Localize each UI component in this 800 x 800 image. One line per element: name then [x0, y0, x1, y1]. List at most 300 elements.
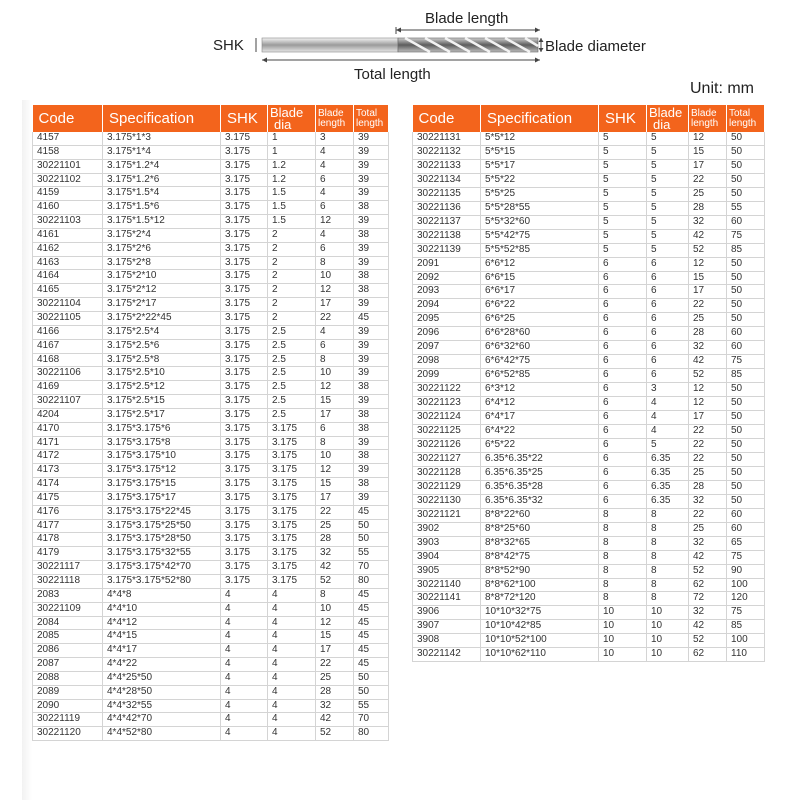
- code-cell: 2092: [413, 271, 481, 285]
- blade-length-cell: 52: [689, 634, 727, 648]
- code-cell: 2085: [33, 630, 103, 644]
- shk-cell: 3.175: [221, 325, 268, 339]
- table-row: [413, 480, 765, 494]
- header-blade-dia: [268, 105, 316, 132]
- total-length-cell: 45: [354, 588, 389, 602]
- blade-dia-cell: 6: [647, 299, 689, 313]
- blade-length-cell: 52: [316, 575, 354, 589]
- specification-cell: 10*10*62*110: [481, 648, 599, 662]
- table-row: [33, 339, 389, 353]
- specification-cell: 4*4*15: [103, 630, 221, 644]
- blade-dia-cell: 4: [268, 713, 316, 727]
- code-cell: 2097: [413, 341, 481, 355]
- specification-cell: 5*5*12: [481, 132, 599, 145]
- blade-dia-cell: 6: [647, 271, 689, 285]
- specification-cell: 8*8*42*75: [481, 550, 599, 564]
- shk-cell: 4: [221, 671, 268, 685]
- total-length-cell: 39: [354, 353, 389, 367]
- code-cell: 4174: [33, 478, 103, 492]
- blade-dia-cell: 3: [647, 383, 689, 397]
- blade-length-cell: 4: [316, 145, 354, 159]
- blade-dia-cell: 8: [647, 578, 689, 592]
- blade-dia-cell: 10: [647, 634, 689, 648]
- blade-length-cell: 12: [316, 616, 354, 630]
- shk-cell: 8: [599, 508, 647, 522]
- total-length-cell: 39: [354, 491, 389, 505]
- table-row: [413, 313, 765, 327]
- total-length-cell: 50: [727, 452, 765, 466]
- code-cell: 4169: [33, 381, 103, 395]
- blade-diameter-label: Blade diameter: [545, 38, 646, 55]
- specification-cell: 6*6*52*85: [481, 369, 599, 383]
- code-cell: 4173: [33, 464, 103, 478]
- blade-dia-cell: 1.5: [268, 187, 316, 201]
- shk-cell: 3.175: [221, 145, 268, 159]
- shk-cell: 3.175: [221, 408, 268, 422]
- total-length-cell: 38: [354, 381, 389, 395]
- header-blade-length-line2: length: [318, 117, 346, 129]
- specification-cell: 5*5*32*60: [481, 215, 599, 229]
- blade-dia-cell: 4: [647, 397, 689, 411]
- code-cell: 30221127: [413, 452, 481, 466]
- code-cell: 4161: [33, 228, 103, 242]
- blade-dia-cell: 3.175: [268, 464, 316, 478]
- blade-dia-cell: 5: [647, 145, 689, 159]
- table-row: [33, 602, 389, 616]
- blade-length-cell: 12: [316, 215, 354, 229]
- blade-length-cell: 32: [316, 547, 354, 561]
- blade-length-cell: 22: [316, 311, 354, 325]
- blade-dia-cell: 5: [647, 438, 689, 452]
- table-row: [33, 422, 389, 436]
- blade-dia-cell: 3.175: [268, 547, 316, 561]
- blade-length-cell: 52: [689, 243, 727, 257]
- table-row: [413, 550, 765, 564]
- total-length-cell: 50: [727, 187, 765, 201]
- shk-cell: 3.175: [221, 505, 268, 519]
- code-cell: 30221117: [33, 561, 103, 575]
- blade-length-cell: 32: [689, 341, 727, 355]
- blade-length-cell: 15: [316, 395, 354, 409]
- page-edge-shadow: [22, 100, 32, 800]
- code-cell: 2091: [413, 257, 481, 271]
- table-row: [33, 367, 389, 381]
- blade-dia-cell: 6.35: [647, 480, 689, 494]
- total-length-cell: 38: [354, 270, 389, 284]
- total-length-cell: 65: [727, 536, 765, 550]
- blade-length-cell: 4: [316, 187, 354, 201]
- table-row: [33, 381, 389, 395]
- blade-dia-cell: 2: [268, 270, 316, 284]
- total-length-cell: 80: [354, 575, 389, 589]
- shk-cell: 3.175: [221, 464, 268, 478]
- table-row: [33, 298, 389, 312]
- blade-length-cell: 42: [689, 355, 727, 369]
- total-length-cell: 50: [727, 425, 765, 439]
- specification-cell: 3.175*2*4: [103, 228, 221, 242]
- shk-cell: 8: [599, 564, 647, 578]
- total-length-cell: 39: [354, 159, 389, 173]
- total-length-cell: 80: [354, 727, 389, 741]
- spec-table-left-body: [33, 132, 389, 741]
- blade-dia-cell: 6: [647, 313, 689, 327]
- table-row: [413, 425, 765, 439]
- code-cell: 30221130: [413, 494, 481, 508]
- code-cell: 2083: [33, 588, 103, 602]
- specification-cell: 6*6*15: [481, 271, 599, 285]
- unit-label: Unit: mm: [690, 80, 754, 97]
- table-row: [33, 464, 389, 478]
- total-length-cell: 39: [354, 145, 389, 159]
- shk-cell: 3.175: [221, 547, 268, 561]
- blade-length-cell: 42: [689, 550, 727, 564]
- table-row: [413, 355, 765, 369]
- shk-cell: 6: [599, 397, 647, 411]
- total-length-cell: 55: [354, 547, 389, 561]
- total-length-cell: 50: [727, 173, 765, 187]
- table-row: [33, 491, 389, 505]
- code-cell: 3907: [413, 620, 481, 634]
- specification-cell: 3.175*1.5*12: [103, 215, 221, 229]
- specification-cell: 3.175*2*17: [103, 298, 221, 312]
- specification-cell: 6*6*32*60: [481, 341, 599, 355]
- shk-cell: 5: [599, 132, 647, 145]
- drill-bit-diagram: [0, 0, 800, 100]
- total-length-cell: 38: [354, 228, 389, 242]
- table-row: [413, 173, 765, 187]
- total-length-cell: 50: [354, 519, 389, 533]
- blade-dia-cell: 8: [647, 592, 689, 606]
- blade-length-cell: 6: [316, 201, 354, 215]
- shk-cell: 5: [599, 229, 647, 243]
- shk-cell: 6: [599, 480, 647, 494]
- total-length-cell: 38: [354, 450, 389, 464]
- blade-dia-cell: 3.175: [268, 436, 316, 450]
- specification-cell: 3.175*3.175*8: [103, 436, 221, 450]
- shk-cell: 3.175: [221, 201, 268, 215]
- total-length-cell: 39: [354, 395, 389, 409]
- table-row: [33, 145, 389, 159]
- shk-cell: 4: [221, 727, 268, 741]
- blade-dia-cell: 2: [268, 298, 316, 312]
- table-row: [33, 505, 389, 519]
- spec-table-right: [412, 105, 765, 662]
- table-row: [413, 578, 765, 592]
- code-cell: 30221129: [413, 480, 481, 494]
- blade-dia-cell: 10: [647, 648, 689, 662]
- code-cell: 30221135: [413, 187, 481, 201]
- shk-cell: 6: [599, 369, 647, 383]
- specification-cell: 3.175*3.175*17: [103, 491, 221, 505]
- table-row: [33, 187, 389, 201]
- header-shk: SHK: [599, 105, 647, 132]
- header-blade-length: [689, 105, 727, 132]
- specification-cell: 3.175*2*8: [103, 256, 221, 270]
- code-cell: 30221142: [413, 648, 481, 662]
- blade-dia-cell: 3.175: [268, 533, 316, 547]
- table-row: [413, 383, 765, 397]
- shk-cell: 3.175: [221, 422, 268, 436]
- specification-cell: 6*4*17: [481, 411, 599, 425]
- code-cell: 30221119: [33, 713, 103, 727]
- header-blade-length-line1: Blade: [691, 107, 717, 119]
- total-length-cell: 85: [727, 620, 765, 634]
- total-length-cell: 45: [354, 311, 389, 325]
- total-length-cell: 38: [354, 408, 389, 422]
- table-row: [33, 575, 389, 589]
- table-row: [33, 519, 389, 533]
- blade-dia-cell: 4: [268, 699, 316, 713]
- code-cell: 4159: [33, 187, 103, 201]
- blade-length-cell: 42: [316, 713, 354, 727]
- table-row: [413, 494, 765, 508]
- specification-cell: 4*4*25*50: [103, 671, 221, 685]
- table-row: [413, 452, 765, 466]
- total-length-cell: 85: [727, 369, 765, 383]
- blade-length-label: Blade length: [425, 10, 509, 27]
- code-cell: 2096: [413, 327, 481, 341]
- blade-length-cell: 32: [689, 494, 727, 508]
- total-length-cell: 50: [727, 383, 765, 397]
- header-blade-length-line1: Blade: [318, 107, 344, 119]
- code-cell: 2089: [33, 685, 103, 699]
- shk-cell: 3.175: [221, 561, 268, 575]
- specification-cell: 3.175*1.5*4: [103, 187, 221, 201]
- specification-cell: 5*5*17: [481, 159, 599, 173]
- shk-cell: 6: [599, 341, 647, 355]
- specification-cell: 6.35*6.35*28: [481, 480, 599, 494]
- specification-cell: 8*8*52*90: [481, 564, 599, 578]
- total-length-cell: 60: [727, 508, 765, 522]
- blade-dia-cell: 2: [268, 284, 316, 298]
- specification-cell: 3.175*3.175*12: [103, 464, 221, 478]
- specification-cell: 6.35*6.35*32: [481, 494, 599, 508]
- code-cell: 4164: [33, 270, 103, 284]
- specification-cell: 3.175*3.175*42*70: [103, 561, 221, 575]
- shk-cell: 6: [599, 383, 647, 397]
- shk-cell: 10: [599, 648, 647, 662]
- table-row: [33, 616, 389, 630]
- blade-length-cell: 6: [316, 242, 354, 256]
- blade-length-cell: 32: [689, 606, 727, 620]
- code-cell: 30221133: [413, 159, 481, 173]
- shk-cell: 6: [599, 299, 647, 313]
- shk-cell: 8: [599, 592, 647, 606]
- table-row: [413, 327, 765, 341]
- blade-dia-cell: 2: [268, 256, 316, 270]
- specification-cell: 3.175*1.2*4: [103, 159, 221, 173]
- total-length-cell: 50: [727, 480, 765, 494]
- shk-cell: 3.175: [221, 284, 268, 298]
- shk-cell: 6: [599, 313, 647, 327]
- specification-cell: 10*10*52*100: [481, 634, 599, 648]
- blade-dia-cell: 3.175: [268, 422, 316, 436]
- shk-cell: 10: [599, 634, 647, 648]
- total-length-cell: 39: [354, 242, 389, 256]
- specification-cell: 4*4*28*50: [103, 685, 221, 699]
- total-length-cell: 39: [354, 298, 389, 312]
- blade-dia-cell: 4: [268, 616, 316, 630]
- blade-dia-cell: 4: [268, 602, 316, 616]
- blade-length-cell: 4: [316, 325, 354, 339]
- shk-cell: 6: [599, 452, 647, 466]
- blade-dia-cell: 2.5: [268, 367, 316, 381]
- blade-length-cell: 6: [316, 422, 354, 436]
- blade-dia-cell: 8: [647, 550, 689, 564]
- total-length-cell: 50: [727, 285, 765, 299]
- total-length-cell: 60: [727, 522, 765, 536]
- specification-cell: 6.35*6.35*25: [481, 466, 599, 480]
- total-length-cell: 39: [354, 256, 389, 270]
- blade-dia-cell: 1.5: [268, 201, 316, 215]
- code-cell: 30221107: [33, 395, 103, 409]
- specification-cell: 6*5*22: [481, 438, 599, 452]
- blade-dia-cell: 3.175: [268, 450, 316, 464]
- table-row: [413, 299, 765, 313]
- shk-cell: 6: [599, 425, 647, 439]
- code-cell: 4166: [33, 325, 103, 339]
- table-row: [413, 592, 765, 606]
- blade-length-cell: 10: [316, 270, 354, 284]
- table-row: [33, 395, 389, 409]
- table-row: [33, 685, 389, 699]
- blade-length-cell: 8: [316, 353, 354, 367]
- shk-cell: 3.175: [221, 159, 268, 173]
- header-blade-length: [316, 105, 354, 132]
- blade-length-cell: 17: [689, 285, 727, 299]
- blade-dia-cell: 2: [268, 228, 316, 242]
- code-cell: 30221140: [413, 578, 481, 592]
- blade-dia-cell: 3.175: [268, 575, 316, 589]
- table-row: [413, 522, 765, 536]
- table-row: [33, 311, 389, 325]
- specification-cell: 4*4*22: [103, 658, 221, 672]
- blade-length-cell: 42: [689, 229, 727, 243]
- shk-cell: 6: [599, 327, 647, 341]
- code-cell: 30221137: [413, 215, 481, 229]
- code-cell: 2090: [33, 699, 103, 713]
- shk-cell: 3.175: [221, 519, 268, 533]
- blade-length-cell: 17: [316, 298, 354, 312]
- shk-cell: 3.175: [221, 242, 268, 256]
- shk-cell: 3.175: [221, 367, 268, 381]
- header-blade-dia-line2: dia: [653, 116, 671, 132]
- specification-cell: 6*6*12: [481, 257, 599, 271]
- blade-dia-cell: 1: [268, 132, 316, 145]
- blade-length-cell: 28: [316, 533, 354, 547]
- code-cell: 2098: [413, 355, 481, 369]
- table-row: [413, 271, 765, 285]
- blade-dia-cell: 5: [647, 159, 689, 173]
- specification-cell: 10*10*32*75: [481, 606, 599, 620]
- shk-cell: 3.175: [221, 436, 268, 450]
- spec-table-right-body: [413, 132, 765, 662]
- shk-cell: 3.175: [221, 256, 268, 270]
- blade-length-cell: 22: [689, 299, 727, 313]
- specification-cell: 6*4*22: [481, 425, 599, 439]
- total-length-cell: 45: [354, 616, 389, 630]
- code-cell: 4178: [33, 533, 103, 547]
- code-cell: 30221122: [413, 383, 481, 397]
- drill-bit-illustration: [0, 0, 800, 100]
- code-cell: 4172: [33, 450, 103, 464]
- blade-length-cell: 32: [689, 215, 727, 229]
- blade-length-cell: 62: [689, 648, 727, 662]
- blade-length-cell: 52: [689, 369, 727, 383]
- code-cell: 2087: [33, 658, 103, 672]
- blade-dia-cell: 6: [647, 327, 689, 341]
- total-length-cell: 39: [354, 464, 389, 478]
- total-length-cell: 50: [727, 132, 765, 145]
- specification-cell: 5*5*15: [481, 145, 599, 159]
- code-cell: 4160: [33, 201, 103, 215]
- total-length-cell: 120: [727, 592, 765, 606]
- shk-cell: 3.175: [221, 270, 268, 284]
- shk-cell: 3.175: [221, 215, 268, 229]
- blade-length-cell: 10: [316, 450, 354, 464]
- code-cell: 30221124: [413, 411, 481, 425]
- blade-dia-cell: 6.35: [647, 452, 689, 466]
- specification-cell: 3.175*2.5*17: [103, 408, 221, 422]
- specification-cell: 3.175*3.175*6: [103, 422, 221, 436]
- specification-cell: 6*6*22: [481, 299, 599, 313]
- shk-cell: 8: [599, 578, 647, 592]
- table-row: [413, 215, 765, 229]
- total-length-cell: 50: [727, 397, 765, 411]
- header-total-length: [727, 105, 765, 132]
- blade-dia-cell: 2.5: [268, 353, 316, 367]
- table-row: [33, 547, 389, 561]
- total-length-cell: 39: [354, 215, 389, 229]
- header-code: Code: [413, 105, 481, 132]
- blade-length-cell: 25: [316, 519, 354, 533]
- specification-cell: 3.175*2.5*15: [103, 395, 221, 409]
- blade-length-cell: 17: [316, 408, 354, 422]
- blade-dia-cell: 5: [647, 187, 689, 201]
- specification-cell: 3.175*2*10: [103, 270, 221, 284]
- blade-length-cell: 15: [316, 630, 354, 644]
- specification-cell: 3.175*2*12: [103, 284, 221, 298]
- code-cell: 30221125: [413, 425, 481, 439]
- shk-cell: 5: [599, 145, 647, 159]
- blade-length-cell: 28: [689, 480, 727, 494]
- blade-length-cell: 17: [689, 159, 727, 173]
- blade-length-cell: 15: [689, 145, 727, 159]
- blade-length-cell: 15: [316, 478, 354, 492]
- specification-cell: 4*4*10: [103, 602, 221, 616]
- total-length-cell: 50: [354, 533, 389, 547]
- table-row: [413, 466, 765, 480]
- total-length-cell: 75: [727, 606, 765, 620]
- blade-length-cell: 28: [689, 327, 727, 341]
- table-row: [33, 478, 389, 492]
- blade-dia-cell: 1: [268, 145, 316, 159]
- shk-cell: 6: [599, 494, 647, 508]
- code-cell: 30221123: [413, 397, 481, 411]
- total-length-cell: 39: [354, 187, 389, 201]
- total-length-cell: 45: [354, 602, 389, 616]
- blade-dia-cell: 2: [268, 242, 316, 256]
- blade-length-cell: 8: [316, 436, 354, 450]
- shk-cell: 4: [221, 713, 268, 727]
- shk-cell: 3.175: [221, 450, 268, 464]
- blade-dia-cell: 2.5: [268, 395, 316, 409]
- blade-length-cell: 12: [316, 464, 354, 478]
- table-row: [413, 620, 765, 634]
- code-cell: 4157: [33, 132, 103, 145]
- total-length-cell: 39: [354, 367, 389, 381]
- total-length-cell: 100: [727, 578, 765, 592]
